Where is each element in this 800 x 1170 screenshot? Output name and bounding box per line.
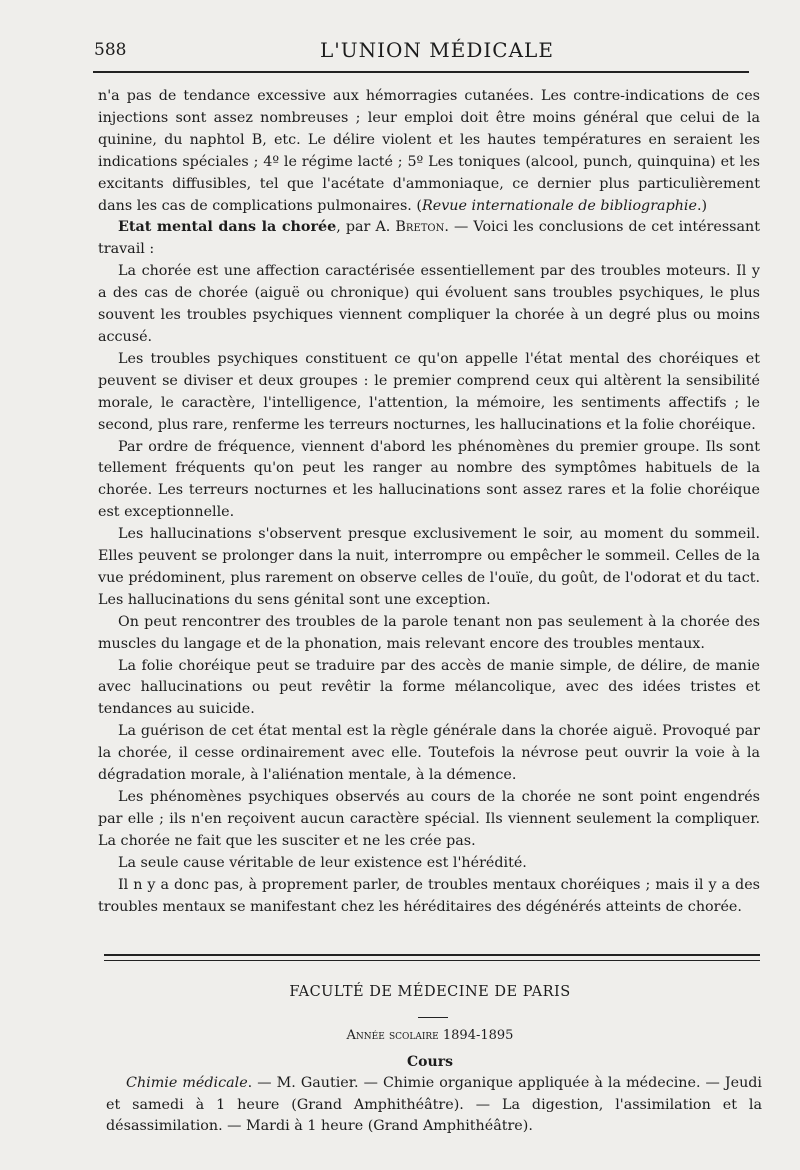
- title-short-rule: [418, 1017, 448, 1018]
- article2-paragraph: Les hallucinations s'observent presque exclusivement le soir, au moment du sommeil. Elles peuvent se prolonger dans la nuit, interrompre ou empêcher le sommeil. Celles de la vue prédominent, plus rarement on observe celles de l'ouïe, du goût, de l'odorat et du tact. Les hallucinations du sens génital sont une exception.: [98, 526, 760, 608]
- article2-paragraph: Par ordre de fréquence, viennent d'abord les phénomènes du premier groupe. Ils sont tellement fréquents qu'on peut les ranger au nombre des symptômes habituels de la chorée. Les terreurs nocturnes et les hallucinations sont assez rares et la folie choréique est exceptionnelle.: [98, 438, 760, 521]
- course-description: . — M. Gautier. — Chimie organique appliquée à la médecine. — Jeudi et samedi à 1 heure (Grand Amphithéâtre). — La digestion, l'assimilation et la désassimilation. — Mardi à 1 heure (Grand Amphithéâtre).: [106, 1075, 762, 1134]
- article2-paragraph: La chorée est une affection caractérisée essentiellement par des troubles moteurs. Il y a des cas de chorée (aiguë ou chronique) qui évoluent sans troubles psychiques, le plus souvent les troubles psychiques viennent compliquer la chorée à un degré plus ou moins accusé.: [98, 263, 760, 345]
- journal-title: L'UNION MÉDICALE: [320, 38, 554, 62]
- article2-paragraph: La folie choréique peut se traduire par des accès de manie simple, de délire, de manie avec hallucinations ou peut revêtir la forme mélancolique, avec des idées tristes et tendances au suicide.: [98, 657, 760, 718]
- faculty-title: FACULTÉ DE MÉDECINE DE PARIS: [289, 984, 571, 1000]
- page-number: 588: [94, 40, 127, 60]
- course-name: Chimie médicale: [126, 1075, 248, 1091]
- article2-paragraph: On peut rencontrer des troubles de la parole tenant non pas seulement à la chorée des muscles du langage et de la phonation, mais relevant encore des troubles mentaux.: [98, 613, 760, 652]
- cours-heading: Cours: [407, 1054, 453, 1070]
- section-divider: [104, 954, 760, 961]
- article2-title: Etat mental dans la chorée: [118, 219, 337, 236]
- course-entry: [106, 1073, 762, 1138]
- article1-source: Revue internationale de bibliographie: [421, 197, 697, 214]
- article2-heading: [98, 217, 760, 261]
- article2-by: , par A.: [336, 219, 391, 236]
- article2-paragraph: La seule cause véritable de leur existence est l'hérédité.: [118, 854, 527, 871]
- article2-intro: . — Voici les conclusions de cet intéressant travail :: [98, 219, 760, 258]
- header-rule: [93, 71, 749, 73]
- article-body: [98, 86, 760, 918]
- article2-paragraph: Il n y a donc pas, à proprement parler, de troubles mentaux choréiques ; mais il y a des troubles mentaux se manifestant chez les héréditaires des dégénérés atteints de chorée.: [98, 876, 760, 915]
- school-year: 1894-1895: [442, 1028, 514, 1043]
- school-year-label: Année scolaire: [346, 1028, 439, 1043]
- article2-paragraph: Les phénomènes psychiques observés au cours de la chorée ne sont point engendrés par elle ; ils n'en reçoivent aucun caractère spécial. Ils viennent seulement la compliquer. La chorée ne fait que les susciter et ne les crée pas.: [98, 789, 760, 849]
- article2-author: Breton: [395, 219, 445, 236]
- article2-paragraph: Les troubles psychiques constituent ce qu'on appelle l'état mental des choréiques et peuvent se diviser et deux groupes : le premier comprend ceux qui altèrent la sensibilité morale, le caractère, l'intelligence, l'attention, la mémoire, les sentiments affectifs ; le second, plus rare, renferme les terreurs nocturnes, les hallucinations et la folie choréique.: [98, 350, 760, 433]
- article1-paragraph: [98, 86, 760, 217]
- article1-end: .): [696, 197, 708, 214]
- article1-text: n'a pas de tendance excessive aux hémorragies cutanées. Les contre-indications de ces injections sont assez nombreuses ; leur emploi doit être moins général que celui de la quinine, du naphtol B, etc. Le délire violent et les hautes températures en seraient les indications spéciales ; 4º le régime lacté ; 5º Les toniques (alcool, punch, quinquina) et les excitants diffusibles, tel que l'acétate d'ammoniaque, ce dernier plus particulièrement dans les cas de complications pulmonaires. (: [98, 88, 760, 214]
- page-header: [92, 36, 752, 64]
- course-listing: [106, 1073, 762, 1138]
- school-year-line: [100, 1028, 760, 1043]
- article2-paragraph: La guérison de cet état mental est la règle générale dans la chorée aiguë. Provoqué par la chorée, il cesse ordinairement avec elle. Toutefois la névrose peut ouvrir la voie à la dégradation morale, à l'aliénation mentale, à la démence.: [98, 723, 760, 784]
